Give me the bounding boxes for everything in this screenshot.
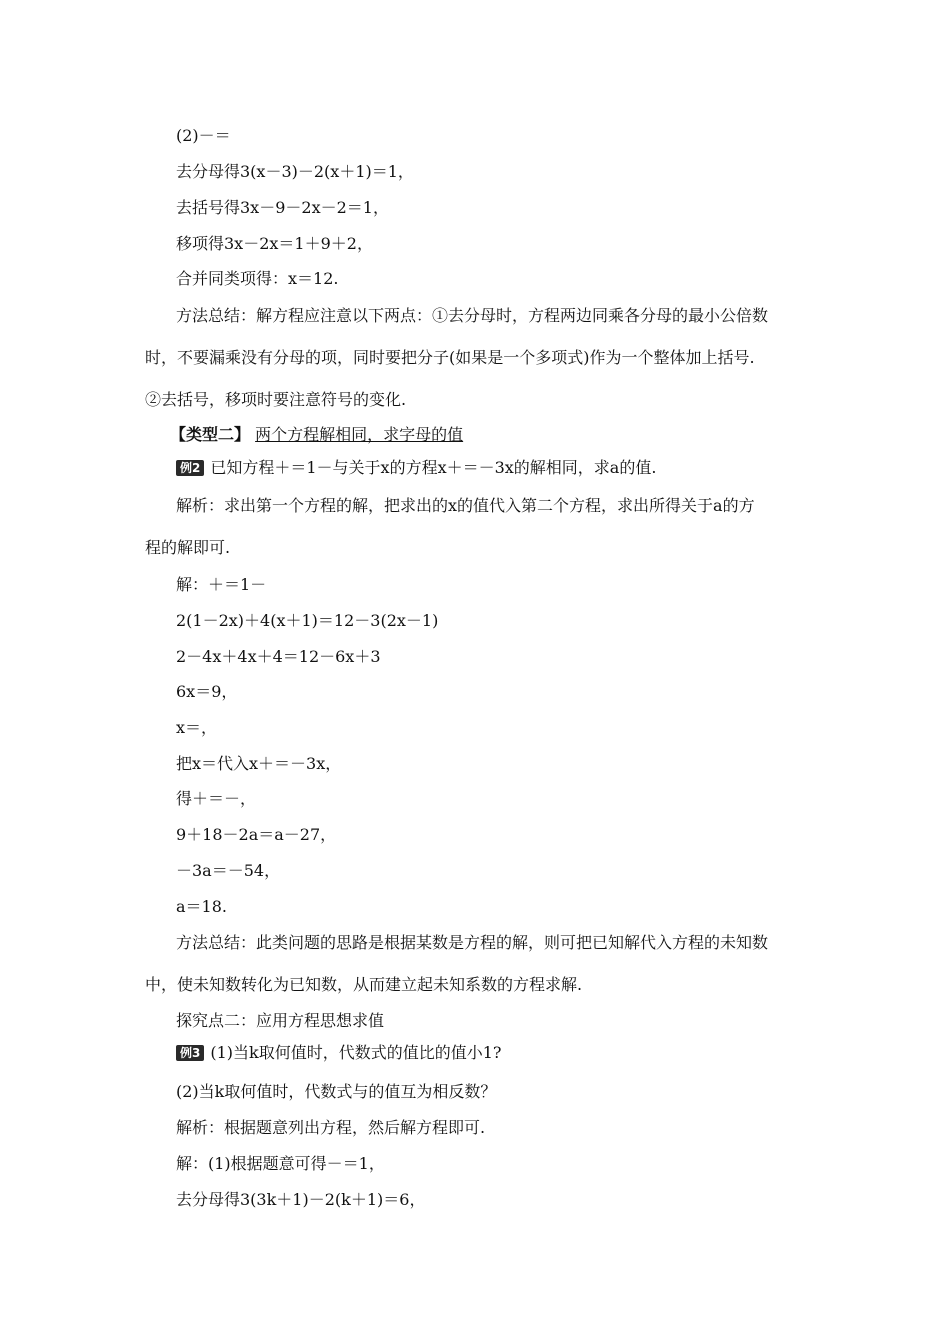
method-summary: 方法总结：此类问题的思路是根据某数是方程的解，则可把已知解代入方程的未知数 <box>176 933 769 952</box>
analysis-text: 解析：根据题意列出方程，然后解方程即可. <box>176 1118 486 1137</box>
example-badge: 例3 <box>176 1045 204 1061</box>
solution-line: 得＋＝－， <box>176 789 257 808</box>
solution-line: 解：(1)根据题意可得－＝1， <box>176 1154 385 1173</box>
solution-line: 9＋18－2a＝a－27， <box>176 825 337 844</box>
type-title: 两个方程解相同，求字母的值 <box>255 425 464 444</box>
example-text: 已知方程＋＝1－与关于x的方程x＋＝－3x的解相同，求a的值. <box>210 458 657 477</box>
equation-line: (2)－＝ <box>176 126 231 145</box>
solution-line: x＝， <box>176 718 218 737</box>
method-summary: 时，不要漏乘没有分母的项，同时要把分子(如果是一个多项式)作为一个整体加上括号. <box>145 348 755 367</box>
equation-line: 合并同类项得：x＝12. <box>176 269 339 288</box>
method-summary: 方法总结：解方程应注意以下两点：①去分母时，方程两边同乘各分母的最小公倍数 <box>176 306 769 325</box>
method-summary: ②去括号，移项时要注意符号的变化. <box>145 390 407 409</box>
equation-line: 去括号得3x－9－2x－2＝1， <box>176 198 389 217</box>
method-summary: 中，使未知数转化为已知数，从而建立起未知系数的方程求解. <box>145 975 583 994</box>
solution-line: 6x＝9， <box>176 682 238 701</box>
equation-line: 去分母得3(x－3)－2(x＋1)＝1， <box>176 162 414 181</box>
example-3 <box>176 1043 501 1063</box>
example-text: (1)当k取何值时，代数式的值比的值小1? <box>210 1043 502 1062</box>
question-line: (2)当k取何值时，代数式与的值互为相反数？ <box>176 1082 497 1101</box>
section-heading <box>170 425 463 445</box>
analysis-text: 程的解即可. <box>145 538 231 557</box>
solution-line: －3a＝－54， <box>176 861 281 880</box>
solution-line: 去分母得3(3k＋1)－2(k＋1)＝6， <box>176 1190 426 1209</box>
solution-line: 解：＋＝1－ <box>176 575 267 594</box>
equation-line: 移项得3x－2x＝1＋9＋2， <box>176 234 373 253</box>
type-label: 【类型二】 <box>170 425 251 444</box>
solution-line: 把x＝代入x＋＝－3x， <box>176 754 342 773</box>
example-2 <box>176 458 656 478</box>
analysis-text: 解析：求出第一个方程的解，把求出的x的值代入第二个方程，求出所得关于a的方 <box>176 496 755 515</box>
solution-line: 2－4x＋4x＋4＝12－6x＋3 <box>176 647 381 666</box>
section-heading: 探究点二：应用方程思想求值 <box>176 1011 385 1030</box>
solution-line: a＝18. <box>176 897 227 916</box>
example-badge: 例2 <box>176 460 204 476</box>
solution-line: 2(1－2x)＋4(x＋1)＝12－3(2x－1) <box>176 611 439 630</box>
